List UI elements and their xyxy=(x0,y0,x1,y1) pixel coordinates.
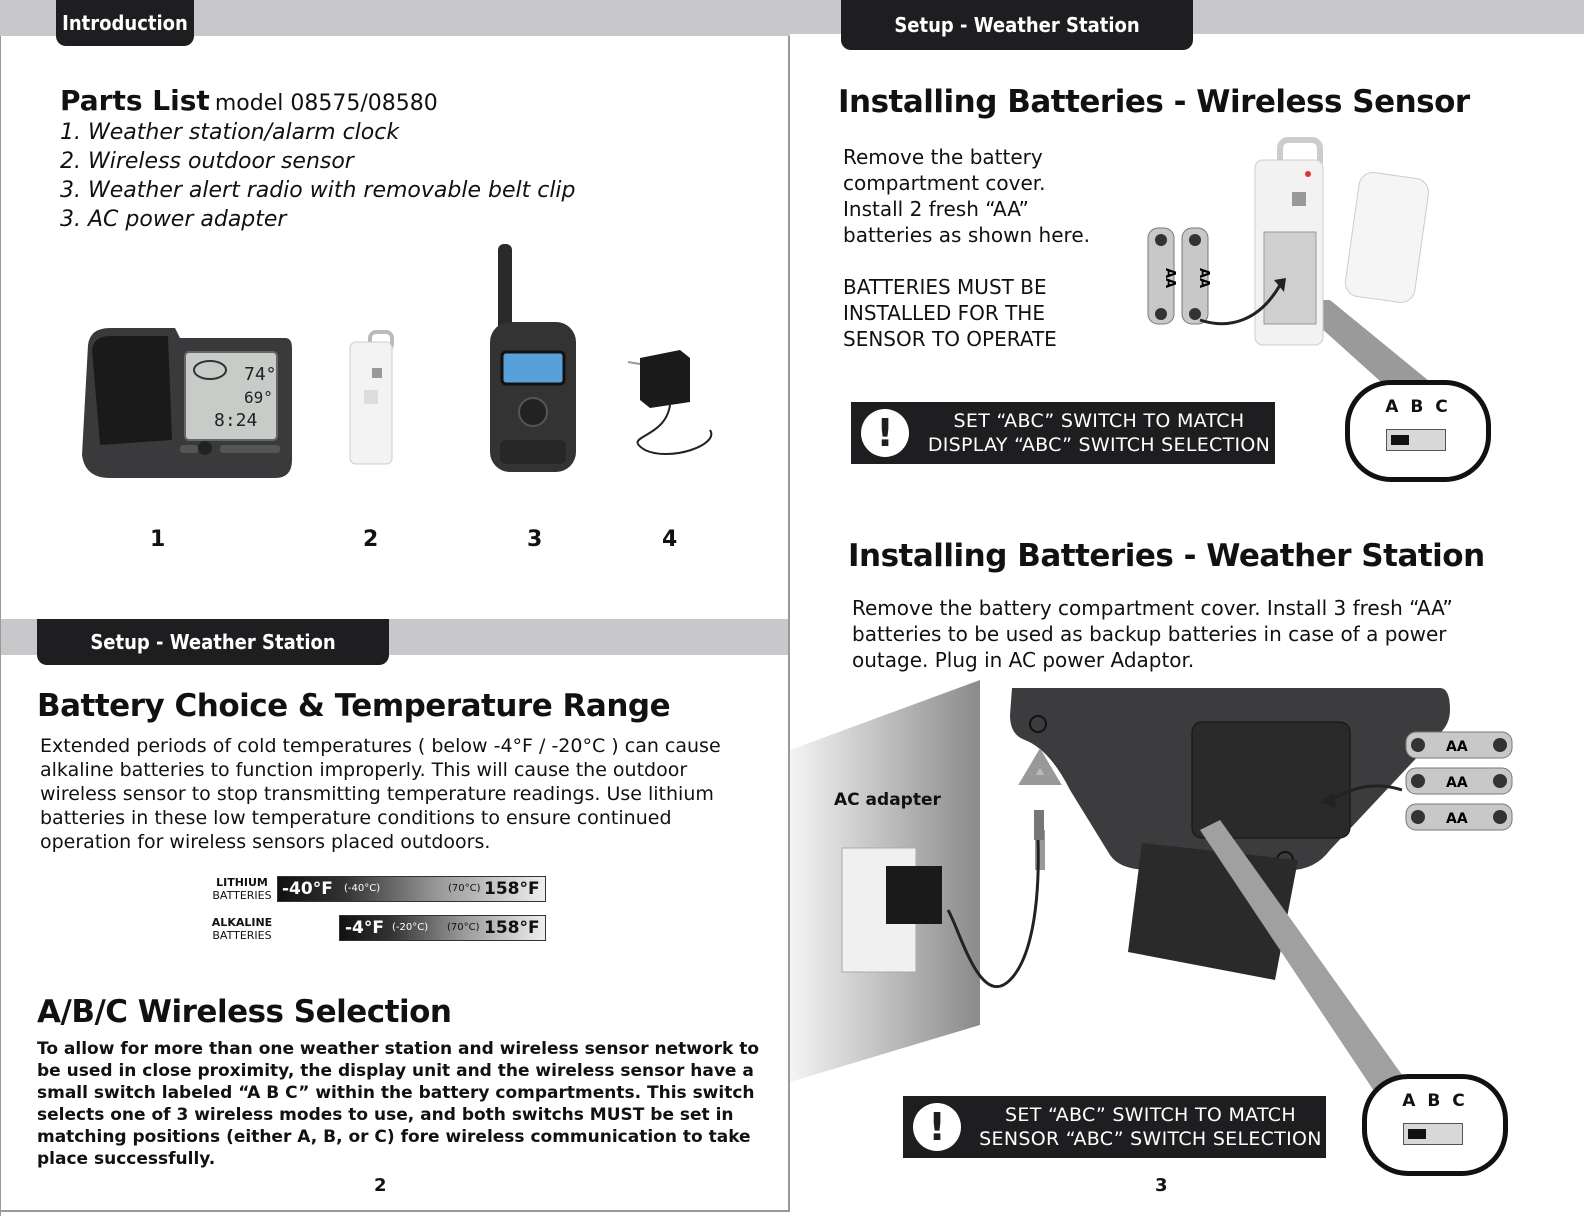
battery-choice-text: Extended periods of cold temperatures ( below -4°F / -20°C ) can cause alkaline batteries to function improperly. This will cause the outdoor wireless sensor to stop transmitting temperature readings. Use lithium batteries in these low temperature conditions to ensure continued operation for wireless sensors placed outdoors. xyxy=(40,735,721,853)
notice-line: SENSOR “ABC” SWITCH SELECTION xyxy=(979,1128,1322,1150)
exclamation-icon: ! xyxy=(913,1103,961,1151)
battery-aa-2 xyxy=(1182,228,1211,324)
tab-introduction: Introduction xyxy=(56,0,194,46)
page-number-right: 3 xyxy=(1155,1175,1168,1196)
lithium-label-line2: BATTERIES xyxy=(212,889,272,902)
alkaline-label-line2: BATTERIES xyxy=(212,929,272,942)
parts-list-heading: Parts List xyxy=(60,84,210,117)
notice-set-abc-display xyxy=(851,402,1275,464)
battery-label: AA xyxy=(1196,268,1211,289)
lithium-label xyxy=(206,876,278,902)
abc-selection-text: To allow for more than one weather station and wireless sensor network to be used in close proximity, the display unit and the wireless sensor have a small switch labeled “A B C” within the battery compartments. This switch selects one of 3 wireless modes to use, and both switchs MUST be set in matching positions (either A, B, or C) fore wireless communication to take place successfully. xyxy=(37,1039,760,1169)
parts-list-model: model 08575/08580 xyxy=(214,91,438,116)
left-page-border xyxy=(0,36,1,1216)
battery-compartment xyxy=(1192,722,1350,838)
notice-line: SET “ABC” SWITCH TO MATCH xyxy=(1005,1104,1296,1126)
page-number-left: 2 xyxy=(374,1175,387,1196)
weather-radio-image xyxy=(490,244,576,472)
part-number: 1 xyxy=(150,527,166,552)
ac-adapter-label: AC adapter xyxy=(834,790,941,810)
station-batteries-text: Remove the battery compartment cover. Install 3 fresh “AA” batteries to be used as backup batteries in case of a power outage. Plug in AC power Adaptor. xyxy=(852,596,1453,672)
tab-setup-weather-station: Setup - Weather Station xyxy=(37,619,389,665)
sensor-warning-line: BATTERIES MUST BE xyxy=(843,275,1047,299)
sensor-instruction-line: compartment cover. xyxy=(843,171,1046,195)
list-item: 3. Weather alert radio with removable belt clip xyxy=(60,178,576,203)
alkaline-high-f: 158°F xyxy=(484,918,540,938)
lithium-low-f: -40°F xyxy=(282,879,333,899)
sensor-instruction-line: Install 2 fresh “AA” xyxy=(843,197,1029,221)
sensor-warning-line: SENSOR TO OPERATE xyxy=(843,327,1057,351)
battery-aa-row-3 xyxy=(1406,804,1512,830)
plugged-adapter xyxy=(886,866,942,924)
battery-label: AA xyxy=(1162,268,1177,289)
abc-selection-heading: A/B/C Wireless Selection xyxy=(37,994,452,1030)
sensor-instructions xyxy=(843,144,1090,352)
sensor-instruction-line: batteries as shown here. xyxy=(843,223,1090,247)
lithium-label-line1: LITHIUM xyxy=(216,876,268,889)
lithium-low-c: (-40°C) xyxy=(344,883,381,894)
notice-line: SET “ABC” SWITCH TO MATCH xyxy=(953,410,1245,432)
weather-station-image xyxy=(82,328,292,478)
battery-aa-1 xyxy=(1148,228,1177,324)
abc-switch-slider xyxy=(1403,1123,1463,1145)
station-batteries-heading: Installing Batteries - Weather Station xyxy=(848,538,1485,574)
alkaline-temp-bar xyxy=(339,915,546,941)
display-time: 8:24 xyxy=(214,410,258,431)
list-item: 3. AC power adapter xyxy=(60,207,287,232)
notice-line: DISPLAY “ABC” SWITCH SELECTION xyxy=(927,434,1271,456)
battery-label: AA xyxy=(1446,775,1468,791)
lithium-high-c: (70°C) xyxy=(448,883,481,894)
display-temp-mid: 69° xyxy=(244,388,273,407)
abc-switch-label: A B C xyxy=(1385,397,1451,417)
exclamation-icon: ! xyxy=(861,409,909,457)
abc-switch-station xyxy=(1362,1074,1508,1176)
battery-aa-row-2 xyxy=(1406,768,1512,794)
lithium-temp-bar xyxy=(277,876,546,902)
abc-switch-label: A B C xyxy=(1402,1091,1468,1111)
battery-label: AA xyxy=(1446,811,1468,827)
alkaline-high-c: (70°C) xyxy=(447,922,480,933)
alkaline-low-f: -4°F xyxy=(345,918,384,938)
parts-list-title xyxy=(60,84,438,117)
part-number: 3 xyxy=(527,527,543,552)
parts-list xyxy=(60,118,576,234)
sensor-warning-line: INSTALLED FOR THE xyxy=(843,301,1045,325)
list-item: 1. Weather station/alarm clock xyxy=(60,120,400,145)
alkaline-label-line1: ALKALINE xyxy=(211,916,273,929)
list-item: 2. Wireless outdoor sensor xyxy=(60,149,354,174)
station-battery-illustration xyxy=(790,680,1530,1120)
parts-illustrations xyxy=(80,240,740,490)
display-temp-top: 74° xyxy=(244,364,277,385)
part-number: 4 xyxy=(662,527,678,552)
battery-choice-heading: Battery Choice & Temperature Range xyxy=(37,688,671,724)
notice-set-abc-sensor xyxy=(903,1096,1326,1158)
part-number: 2 xyxy=(363,527,379,552)
abc-switch-slider xyxy=(1386,429,1446,451)
battery-label: AA xyxy=(1446,739,1468,755)
lithium-high-f: 158°F xyxy=(484,879,540,899)
sensor-batteries-heading: Installing Batteries - Wireless Sensor xyxy=(838,84,1470,120)
ac-adapter-image xyxy=(628,350,711,454)
sensor-battery-illustration xyxy=(1140,130,1500,400)
alkaline-label xyxy=(206,916,278,942)
abc-switch-sensor xyxy=(1345,380,1491,482)
alkaline-low-c: (-20°C) xyxy=(392,922,429,933)
tab-setup-weather-station-right: Setup - Weather Station xyxy=(841,0,1193,50)
wireless-sensor-image xyxy=(350,332,392,464)
battery-aa-row-1 xyxy=(1406,732,1512,758)
left-page-bottom xyxy=(0,1210,790,1212)
sensor-instruction-line: Remove the battery xyxy=(843,145,1043,169)
